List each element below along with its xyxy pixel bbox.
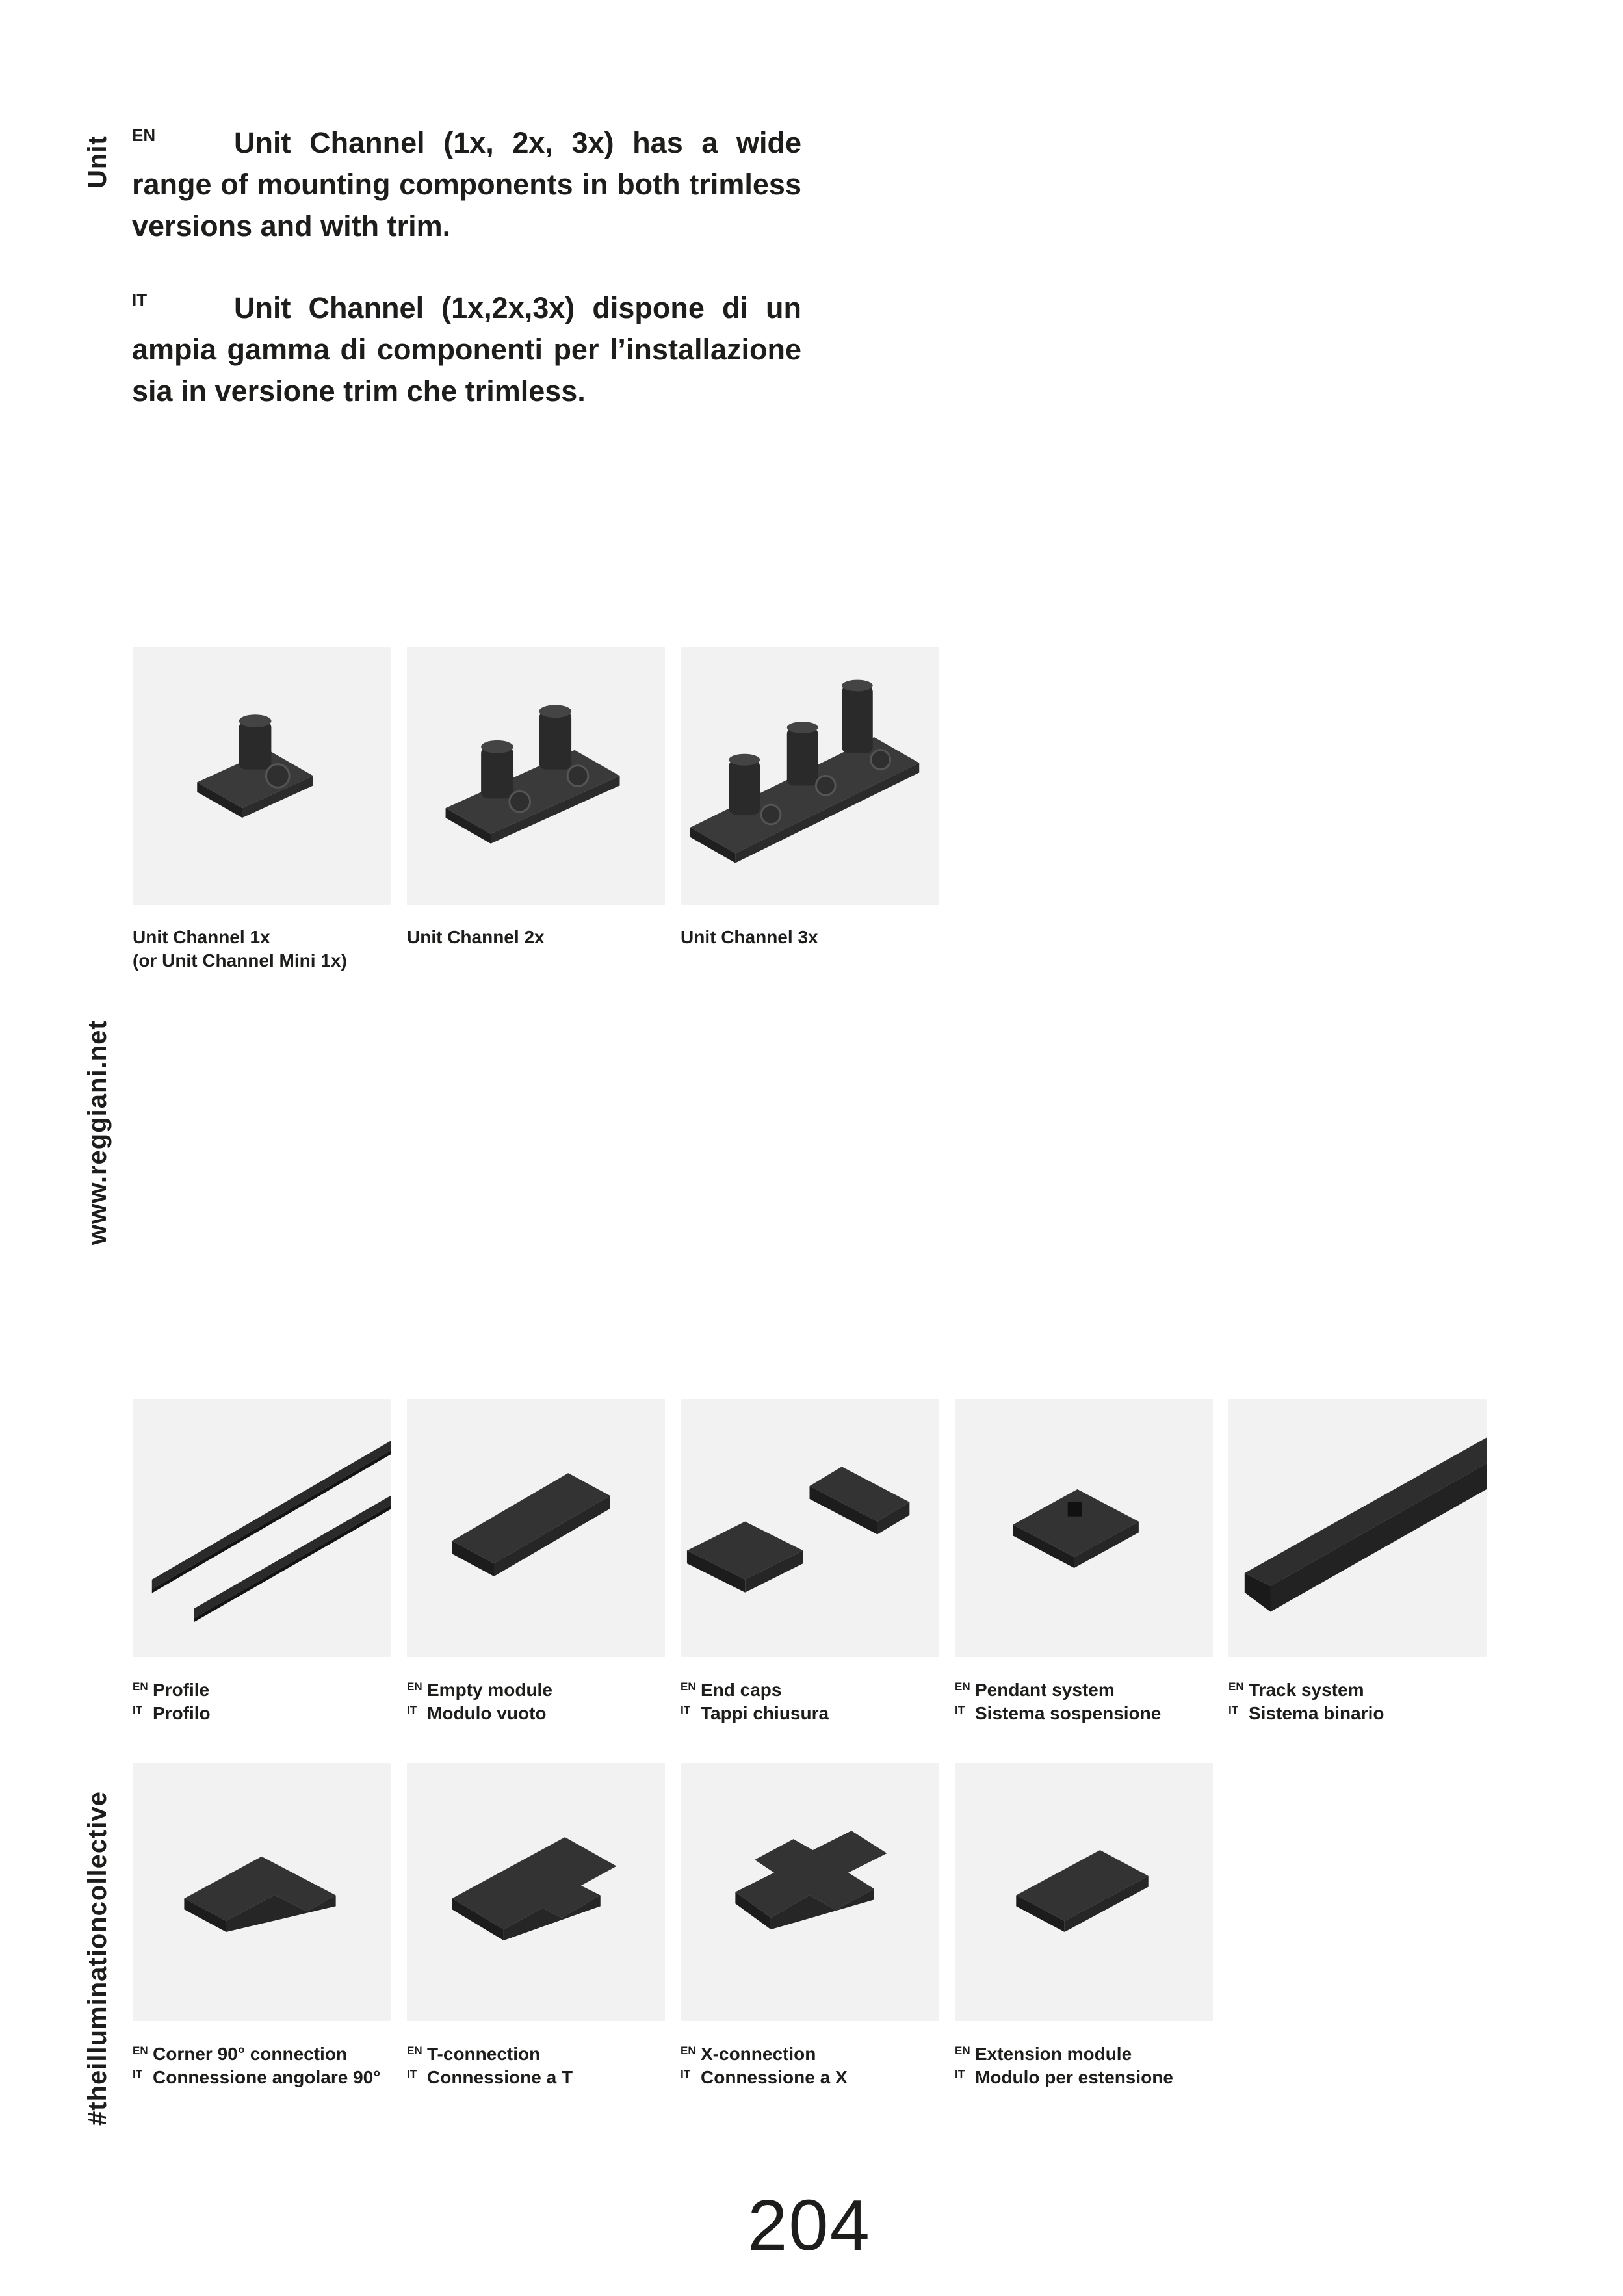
empty-module-image — [407, 1399, 665, 1657]
lang-tag: EN — [1228, 1680, 1244, 1693]
lang-tag: IT — [133, 2068, 143, 2080]
lang-tag: EN — [681, 1680, 696, 1693]
intro-it-text: Unit Channel (1x,2x,3x) dispone di un ampia gamma di componenti per l’installazione sia in versione trim che trimless. — [132, 291, 801, 408]
caption-en: End caps — [701, 1680, 782, 1700]
extension-module-image — [955, 1763, 1213, 2021]
caption-en: Track system — [1249, 1680, 1364, 1700]
lang-tag: IT — [681, 2068, 691, 2080]
lang-tag: EN — [407, 1680, 422, 1693]
channel-1x-caption — [133, 926, 347, 972]
channel-2x-caption — [407, 926, 545, 949]
caption-en: T-connection — [427, 2044, 541, 2064]
t-connection-image — [407, 1763, 665, 2021]
lang-tag: EN — [955, 2044, 970, 2057]
channel-3x-caption — [681, 926, 818, 949]
end-caps-image — [681, 1399, 939, 1657]
caption-line: (or Unit Channel Mini 1x) — [133, 950, 347, 971]
intro-en — [132, 122, 801, 247]
t-connection-caption — [407, 2042, 573, 2089]
lang-tag-it: IT — [132, 291, 148, 310]
lang-tag-en: EN — [132, 125, 156, 145]
side-label-hashtag: #theilluminationcollective — [83, 1790, 112, 2126]
lang-tag: EN — [133, 2044, 148, 2057]
lang-tag: IT — [407, 2068, 417, 2080]
intro-en-text: Unit Channel (1x, 2x, 3x) has a wide range of mounting components in both trimless versions and with trim. — [132, 126, 801, 242]
end-caps-caption — [681, 1678, 829, 1725]
caption-it: Sistema sospensione — [975, 1703, 1162, 1723]
caption-it: Connessione a T — [427, 2067, 573, 2087]
caption-line: Unit Channel 1x — [133, 927, 270, 947]
page-number: 204 — [747, 2185, 871, 2265]
caption-it: Connessione a X — [701, 2067, 848, 2087]
lang-tag: IT — [955, 1704, 965, 1716]
pendant-system-caption — [955, 1678, 1161, 1725]
x-connection-image — [681, 1763, 939, 2021]
caption-it: Modulo per estensione — [975, 2067, 1173, 2087]
caption-it: Profilo — [153, 1703, 211, 1723]
lang-tag: EN — [955, 1680, 970, 1693]
lang-tag: IT — [1228, 1704, 1239, 1716]
corner-connection-image — [133, 1763, 391, 2021]
lang-tag: EN — [681, 2044, 696, 2057]
empty-module-caption — [407, 1678, 552, 1725]
intro-it — [132, 287, 801, 412]
x-connection-caption — [681, 2042, 848, 2089]
corner-connection-caption — [133, 2042, 380, 2089]
track-system-image — [1228, 1399, 1487, 1657]
profile-caption — [133, 1678, 211, 1725]
caption-en: Corner 90° connection — [153, 2044, 348, 2064]
lang-tag: IT — [133, 1704, 143, 1716]
caption-en: Extension module — [975, 2044, 1132, 2064]
caption-line: Unit Channel 2x — [407, 927, 545, 947]
side-label-unit: Unit — [83, 135, 112, 189]
track-system-caption — [1228, 1678, 1384, 1725]
lang-tag: IT — [407, 1704, 417, 1716]
channel-3x-image — [681, 647, 939, 905]
lang-tag: IT — [681, 1704, 691, 1716]
lang-tag: IT — [955, 2068, 965, 2080]
caption-it: Modulo vuoto — [427, 1703, 547, 1723]
caption-it: Sistema binario — [1249, 1703, 1384, 1723]
channel-1x-image — [133, 647, 391, 905]
caption-en: Pendant system — [975, 1680, 1115, 1700]
caption-en: Empty module — [427, 1680, 552, 1700]
caption-en: Profile — [153, 1680, 210, 1700]
caption-en: X-connection — [701, 2044, 816, 2064]
caption-it: Tappi chiusura — [701, 1703, 829, 1723]
side-label-website: www.reggiani.net — [83, 1020, 112, 1245]
lang-tag: EN — [133, 1680, 148, 1693]
caption-it: Connessione angolare 90° — [153, 2067, 381, 2087]
extension-module-caption — [955, 2042, 1173, 2089]
channel-2x-image — [407, 647, 665, 905]
pendant-system-image — [955, 1399, 1213, 1657]
lang-tag: EN — [407, 2044, 422, 2057]
profile-image — [133, 1399, 391, 1657]
caption-line: Unit Channel 3x — [681, 927, 818, 947]
